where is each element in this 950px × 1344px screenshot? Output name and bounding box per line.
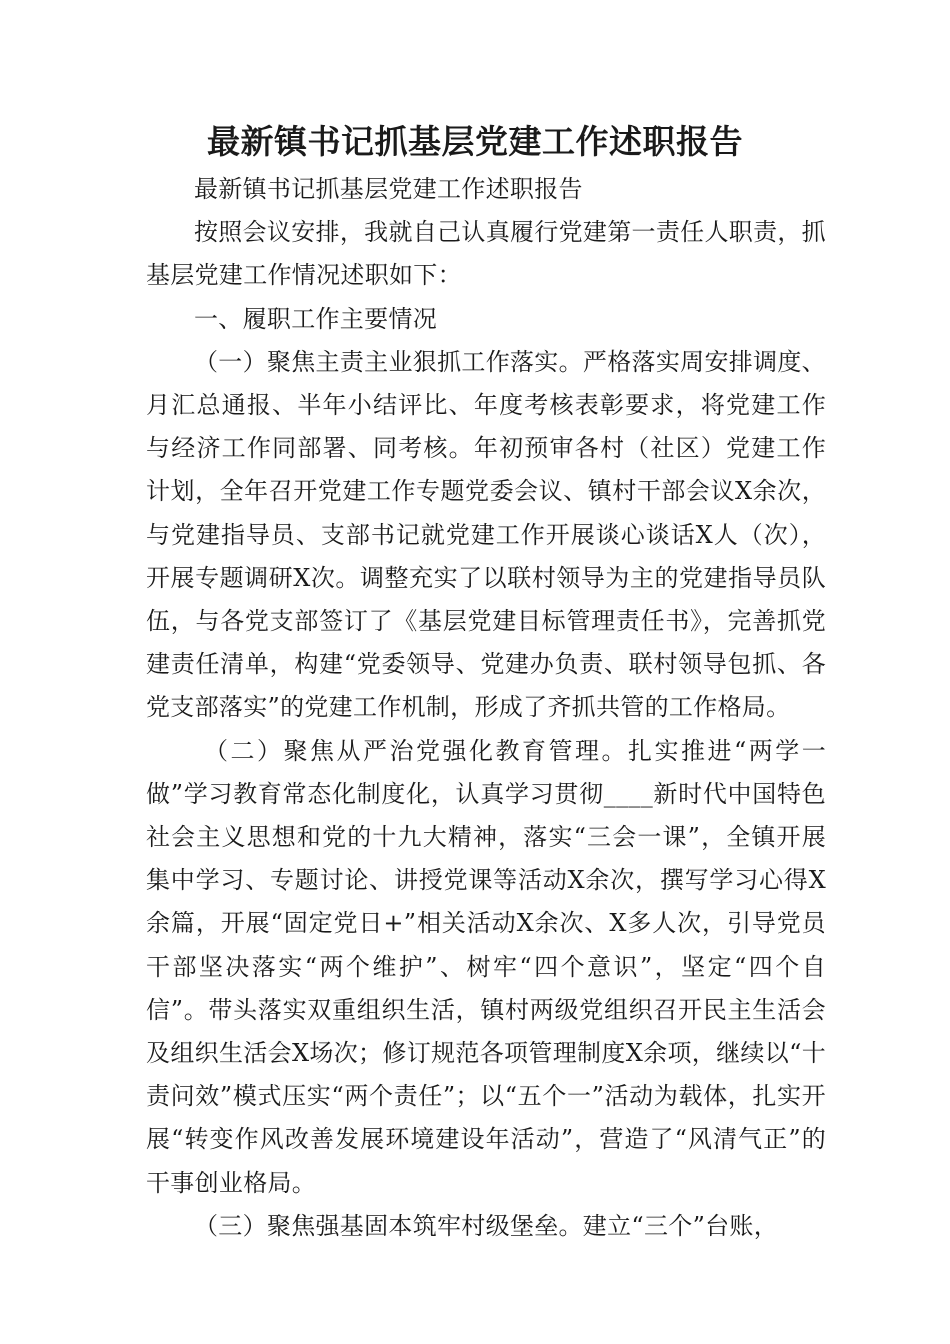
body-paragraph-intro: 按照会议安排，我就自己认真履行党建第一责任人职责，抓基层党建工作情况述职如下： bbox=[146, 218, 826, 290]
document-body bbox=[146, 168, 826, 1248]
body-paragraph-section-2: （二）聚焦从严治党强化教育管理。扎实推进“两学一做”学习教育常态化制度化，认真学习贯彻____新时代中国特色社会主义思想和党的十九大精神，落实“三会一课”，全镇开展集中学习、专题讨论、讲授党课等活动X余次，撰写学习心得X余篇，开展“固定党日+”相关活动X余次、X多人次，引导党员干部坚决落实“两个维护”、树牢“四个意识”，坚定“四个自信”。带头落实双重组织生活，镇村两级党组织召开民主生活会及组织生活会X场次；修订规范各项管理制度X余项，继续以“十责问效”模式压实“两个责任”；以“五个一”活动为载体，扎实开展“转变作风改善发展环境建设年活动”，营造了“风清气正”的干事创业格局。 bbox=[146, 736, 826, 1197]
document-title: 最新镇书记抓基层党建工作述职报告 bbox=[207, 122, 743, 161]
body-paragraph-subtitle: 最新镇书记抓基层党建工作述职报告 bbox=[194, 175, 583, 203]
section-heading: 一、履职工作主要情况 bbox=[194, 304, 437, 333]
body-paragraph-section-3: （三）聚焦强基固本筑牢村级堡垒。建立“三个”台账， bbox=[194, 1211, 779, 1240]
body-paragraph-section-1: （一）聚焦主责主业狠抓工作落实。严格落实周安排调度、月汇总通报、半年小结评比、年度考核表彰要求，将党建工作与经济工作同部署、同考核。年初预审各村（社区）党建工作计划，全年召开党建工作专题党委会议、镇村干部会议X余次，与党建指导员、支部书记就党建工作开展谈心谈话X人（次），开展专题调研X次。调整充实了以联村领导为主的党建指导员队伍，与各党支部签订了《基层党建目标管理责任书》，完善抓党建责任清单，构建“党委领导、党建办负责、联村领导包抓、各党支部落实”的党建工作机制，形成了齐抓共管的工作格局。 bbox=[146, 347, 826, 722]
